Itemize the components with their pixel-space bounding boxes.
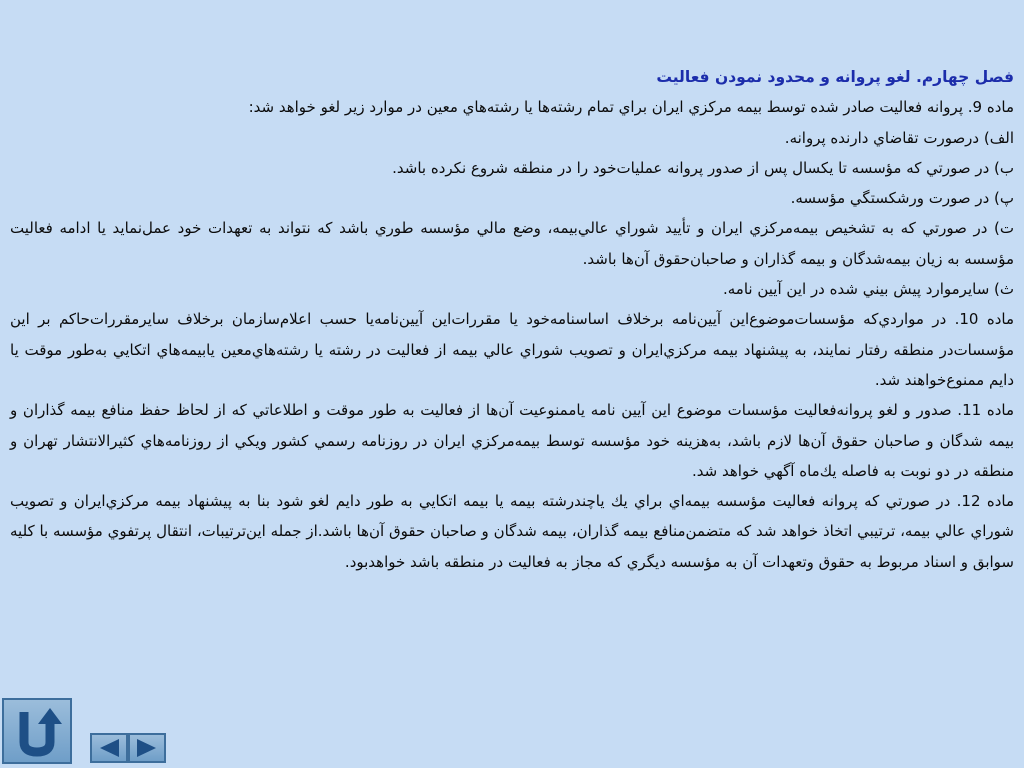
back-button[interactable] xyxy=(2,698,72,764)
clause-pe: پ) در صورت ورشكستگي مؤسسه. xyxy=(790,189,1014,208)
triangle-left-icon xyxy=(92,735,126,761)
previous-slide-button[interactable] xyxy=(90,733,128,763)
article-12-paragraph: ماده 12. در صورتي كه پروانه فعاليت مؤسسه بيمه‌اي براي يك ياچندرشته بيمه يا بيمه اتكايي به طور دايم لغو شود بنا به پيشنهاد بيمه مركزي‌ايران و تصويب شوراي عالي بيمه، ترتيبي اتخاذ خواهد شد كه متضمن‌منافع بيمه گذاران، بيمه شدگان و صاحبان حقوق آن‌ها باشد.از جمله اين‌ترتيبات، انتقال پرتفوي مؤسسه با كليه سوابق و اسناد مربوط به حقوق وتعهدات آن به مؤسسه ديگري كه مجاز به فعاليت در منطقه باشد خواهدبود. xyxy=(10,492,1014,571)
clause-se: ث) سايرموارد پيش بيني شده در اين آيين نامه. xyxy=(723,280,1014,299)
slide-navigation xyxy=(0,688,180,768)
next-slide-button[interactable] xyxy=(128,733,166,763)
article-10-paragraph: ماده 10. در مواردي‌كه مؤسسات‌موضوع‌اين آيين‌نامه برخلاف اساسنامه‌خود يا مقررات‌اين آيين‌نامه‌يا حسب اعلام‌سازمان برخلاف سايرمقررات‌حاكم بر اين مؤسسات‌در منطقه رفتار نمايند، به پيشنهاد بيمه مركزي‌ايران و تصويب شوراي عالي بيمه از فعاليت در رشته يا رشته‌هاي‌معين يابيمه‌هاي اتكايي به‌طور موقت يا دايم ممنوع‌خواهند شد. xyxy=(10,310,1014,389)
article-9-paragraph: ماده 9. پروانه فعاليت صادر شده توسط بيمه مركزي ايران براي تمام رشته‌ها يا رشته‌هاي معين در موارد زير لغو خواهد شد: xyxy=(248,98,1014,117)
article-11-paragraph: ماده 11. صدور و لغو پروانه‌فعاليت مؤسسات موضوع اين آيين نامه ياممنوعيت آن‌ها از فعاليت به طور موقت و اطلاعاتي كه از لحاظ حفظ منافع بيمه گذاران و بيمه شدگان و صاحبان حقوق آن‌ها لازم باشد، به‌هزينه خود مؤسسه توسط بيمه‌مركزي ايران در روزنامه رسمي كشور ويكي از روزنامه‌هاي كثيرالانتشار تهران و منطقه در دو نوبت به فاصله يك‌ماه آگهي خواهد شد. xyxy=(10,401,1014,480)
clause-be: ب) در صورتي كه مؤسسه تا يكسال پس از صدور پروانه عمليات‌خود را در منطقه شروع نكرده باشد. xyxy=(392,158,1014,177)
section-heading: فصل چهارم. لغو پروانه و محدود نمودن فعاليت xyxy=(656,68,1014,86)
clause-alef: الف) درصورت تقاضاي دارنده پروانه. xyxy=(784,128,1014,147)
slide-content xyxy=(10,62,1014,577)
u-turn-back-icon xyxy=(4,700,70,762)
clause-te: ت) در صورتي كه به تشخيص بيمه‌مركزي ايران و تأييد شوراي عالي‌بيمه، وضع مالي مؤسسه طوري باشد كه نتواند به تعهدات خود عمل‌نمايد يا ادامه فعاليت مؤسسه به زيان بيمه‌شدگان و بيمه گذاران و صاحبان‌حقوق آن‌ها باشد. xyxy=(10,219,1014,268)
triangle-right-icon xyxy=(130,735,164,761)
